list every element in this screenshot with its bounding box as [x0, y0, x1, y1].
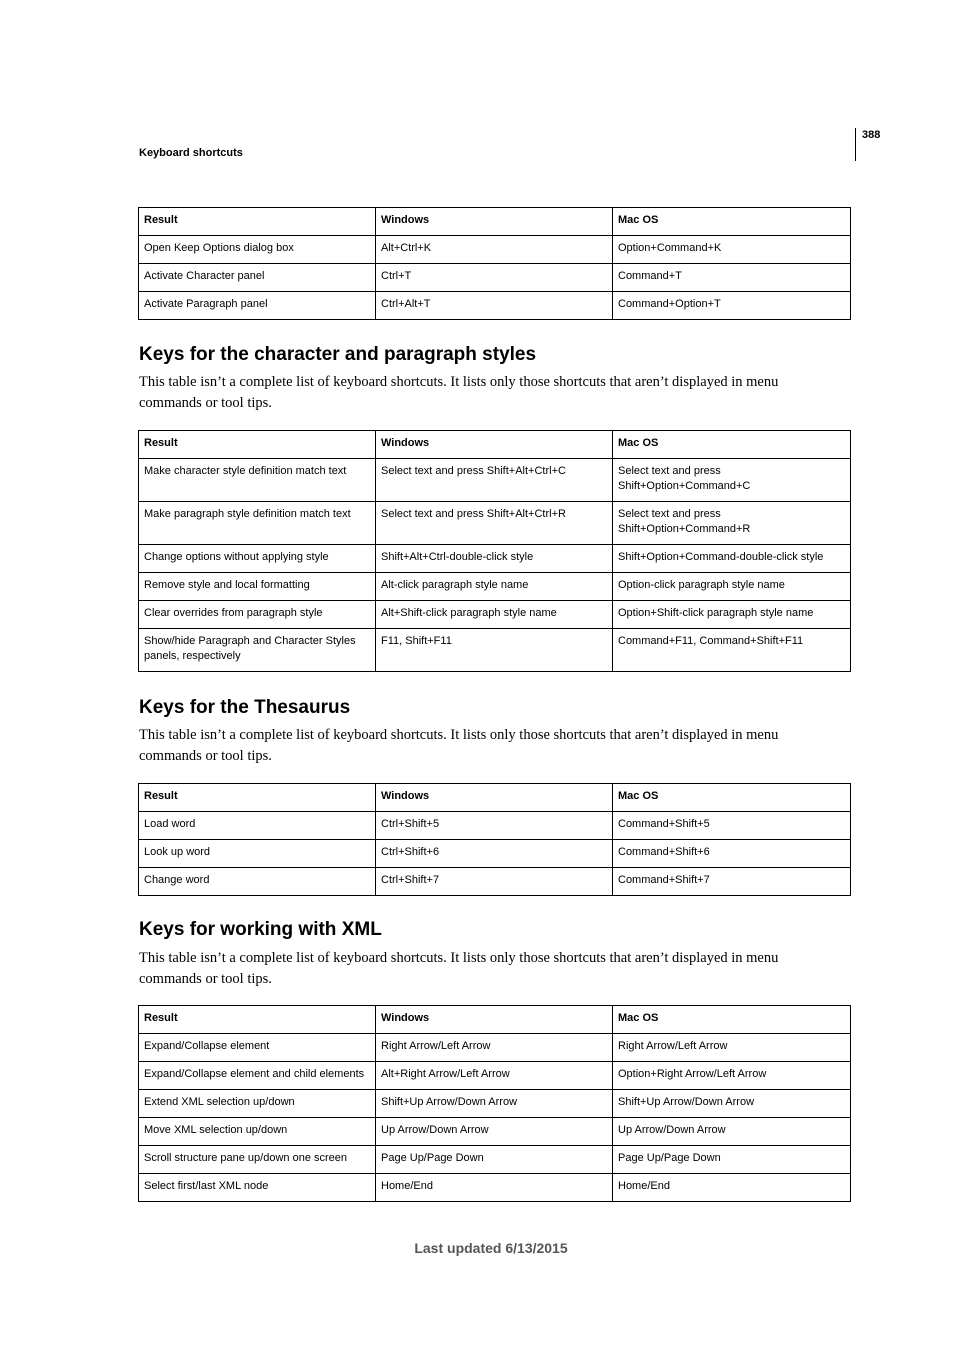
table-row [139, 264, 851, 292]
table-cell: F11, Shift+F11 [376, 629, 613, 672]
table-cell: Alt+Right Arrow/Left Arrow [376, 1062, 613, 1090]
section-intro-xml: This table isn’t a complete list of keyboard shortcuts. It lists only those shortcuts that aren’t displayed in menu commands or tool tips. [139, 950, 779, 987]
table-cell: Shift+Option+Command-double-click style [613, 545, 851, 573]
table-cell: Expand/Collapse element and child elements [139, 1062, 376, 1090]
table-cell: Option+Shift-click paragraph style name [613, 601, 851, 629]
table-cell: Command+Shift+5 [613, 812, 851, 840]
table-cell: Command+Shift+6 [613, 840, 851, 868]
table-cell: Command+F11, Command+Shift+F11 [613, 629, 851, 672]
table-cell: Show/hide Paragraph and Character Styles panels, respectively [139, 629, 376, 672]
column-header: Result [139, 208, 376, 236]
table-header-row [139, 208, 851, 236]
header-divider [855, 128, 856, 161]
column-header: Result [139, 431, 376, 459]
column-header: Windows [376, 431, 613, 459]
table-row [139, 840, 851, 868]
table-cell: Up Arrow/Down Arrow [376, 1118, 613, 1146]
table-row [139, 236, 851, 264]
table-row [139, 1034, 851, 1062]
section-heading-styles: Keys for the character and paragraph styles [139, 344, 537, 365]
shortcut-table-xml [138, 1005, 851, 1202]
table-row [139, 459, 851, 502]
page-number: 388 [862, 129, 881, 141]
table-row [139, 629, 851, 672]
column-header: Result [139, 784, 376, 812]
section-intro-thesaurus: This table isn’t a complete list of keyboard shortcuts. It lists only those shortcuts that aren’t displayed in menu commands or tool tips. [139, 727, 779, 764]
table-cell: Select text and press Shift+Option+Command+C [613, 459, 851, 502]
table-cell: Page Up/Page Down [613, 1146, 851, 1174]
table-cell: Select first/last XML node [139, 1174, 376, 1202]
table-cell: Alt-click paragraph style name [376, 573, 613, 601]
table-row [139, 1146, 851, 1174]
table-cell: Activate Paragraph panel [139, 292, 376, 320]
table-row [139, 1062, 851, 1090]
table-cell: Scroll structure pane up/down one screen [139, 1146, 376, 1174]
table-cell: Command+Option+T [613, 292, 851, 320]
table-cell: Select text and press Shift+Alt+Ctrl+R [376, 502, 613, 545]
table-cell: Shift+Up Arrow/Down Arrow [613, 1090, 851, 1118]
table-row [139, 1118, 851, 1146]
table-cell: Ctrl+Shift+6 [376, 840, 613, 868]
table-cell: Clear overrides from paragraph style [139, 601, 376, 629]
column-header: Windows [376, 784, 613, 812]
section-intro-styles: This table isn’t a complete list of keyboard shortcuts. It lists only those shortcuts that aren’t displayed in menu commands or tool tips. [139, 374, 779, 411]
column-header: Mac OS [613, 431, 851, 459]
table-cell: Option-click paragraph style name [613, 573, 851, 601]
table-row [139, 292, 851, 320]
table-cell: Ctrl+T [376, 264, 613, 292]
table-row [139, 868, 851, 896]
table-cell: Ctrl+Alt+T [376, 292, 613, 320]
table-cell: Load word [139, 812, 376, 840]
column-header: Mac OS [613, 784, 851, 812]
table-cell: Command+T [613, 264, 851, 292]
table-cell: Page Up/Page Down [376, 1146, 613, 1174]
table-cell: Home/End [613, 1174, 851, 1202]
table-row [139, 812, 851, 840]
table-cell: Make paragraph style definition match text [139, 502, 376, 545]
table-cell: Option+Command+K [613, 236, 851, 264]
table-cell: Option+Right Arrow/Left Arrow [613, 1062, 851, 1090]
table-cell: Command+Shift+7 [613, 868, 851, 896]
table-header-row [139, 784, 851, 812]
column-header: Windows [376, 208, 613, 236]
table-cell: Activate Character panel [139, 264, 376, 292]
header-section-title: Keyboard shortcuts [139, 147, 243, 159]
table-cell: Extend XML selection up/down [139, 1090, 376, 1118]
table-cell: Change options without applying style [139, 545, 376, 573]
table-header-row [139, 431, 851, 459]
table-cell: Select text and press Shift+Option+Command+R [613, 502, 851, 545]
table-cell: Shift+Alt+Ctrl-double-click style [376, 545, 613, 573]
table-row [139, 1090, 851, 1118]
section-heading-xml: Keys for working with XML [139, 919, 382, 940]
table-cell: Open Keep Options dialog box [139, 236, 376, 264]
table-cell: Shift+Up Arrow/Down Arrow [376, 1090, 613, 1118]
table-cell: Ctrl+Shift+7 [376, 868, 613, 896]
column-header: Mac OS [613, 1006, 851, 1034]
footer-last-updated: Last updated 6/13/2015 [414, 1240, 568, 1256]
table-cell: Move XML selection up/down [139, 1118, 376, 1146]
table-cell: Change word [139, 868, 376, 896]
shortcut-table-continued [138, 207, 851, 320]
table-header-row [139, 1006, 851, 1034]
table-row [139, 502, 851, 545]
column-header: Windows [376, 1006, 613, 1034]
table-cell: Ctrl+Shift+5 [376, 812, 613, 840]
table-cell: Alt+Shift-click paragraph style name [376, 601, 613, 629]
column-header: Mac OS [613, 208, 851, 236]
column-header: Result [139, 1006, 376, 1034]
table-row [139, 573, 851, 601]
table-cell: Remove style and local formatting [139, 573, 376, 601]
shortcut-table-styles [138, 430, 851, 672]
table-row [139, 545, 851, 573]
table-cell: Select text and press Shift+Alt+Ctrl+C [376, 459, 613, 502]
shortcut-table-thesaurus [138, 783, 851, 896]
table-cell: Up Arrow/Down Arrow [613, 1118, 851, 1146]
table-row [139, 601, 851, 629]
table-cell: Alt+Ctrl+K [376, 236, 613, 264]
table-cell: Expand/Collapse element [139, 1034, 376, 1062]
section-heading-thesaurus: Keys for the Thesaurus [139, 697, 351, 718]
table-cell: Right Arrow/Left Arrow [376, 1034, 613, 1062]
table-row [139, 1174, 851, 1202]
table-cell: Look up word [139, 840, 376, 868]
table-cell: Make character style definition match text [139, 459, 376, 502]
table-cell: Right Arrow/Left Arrow [613, 1034, 851, 1062]
table-cell: Home/End [376, 1174, 613, 1202]
